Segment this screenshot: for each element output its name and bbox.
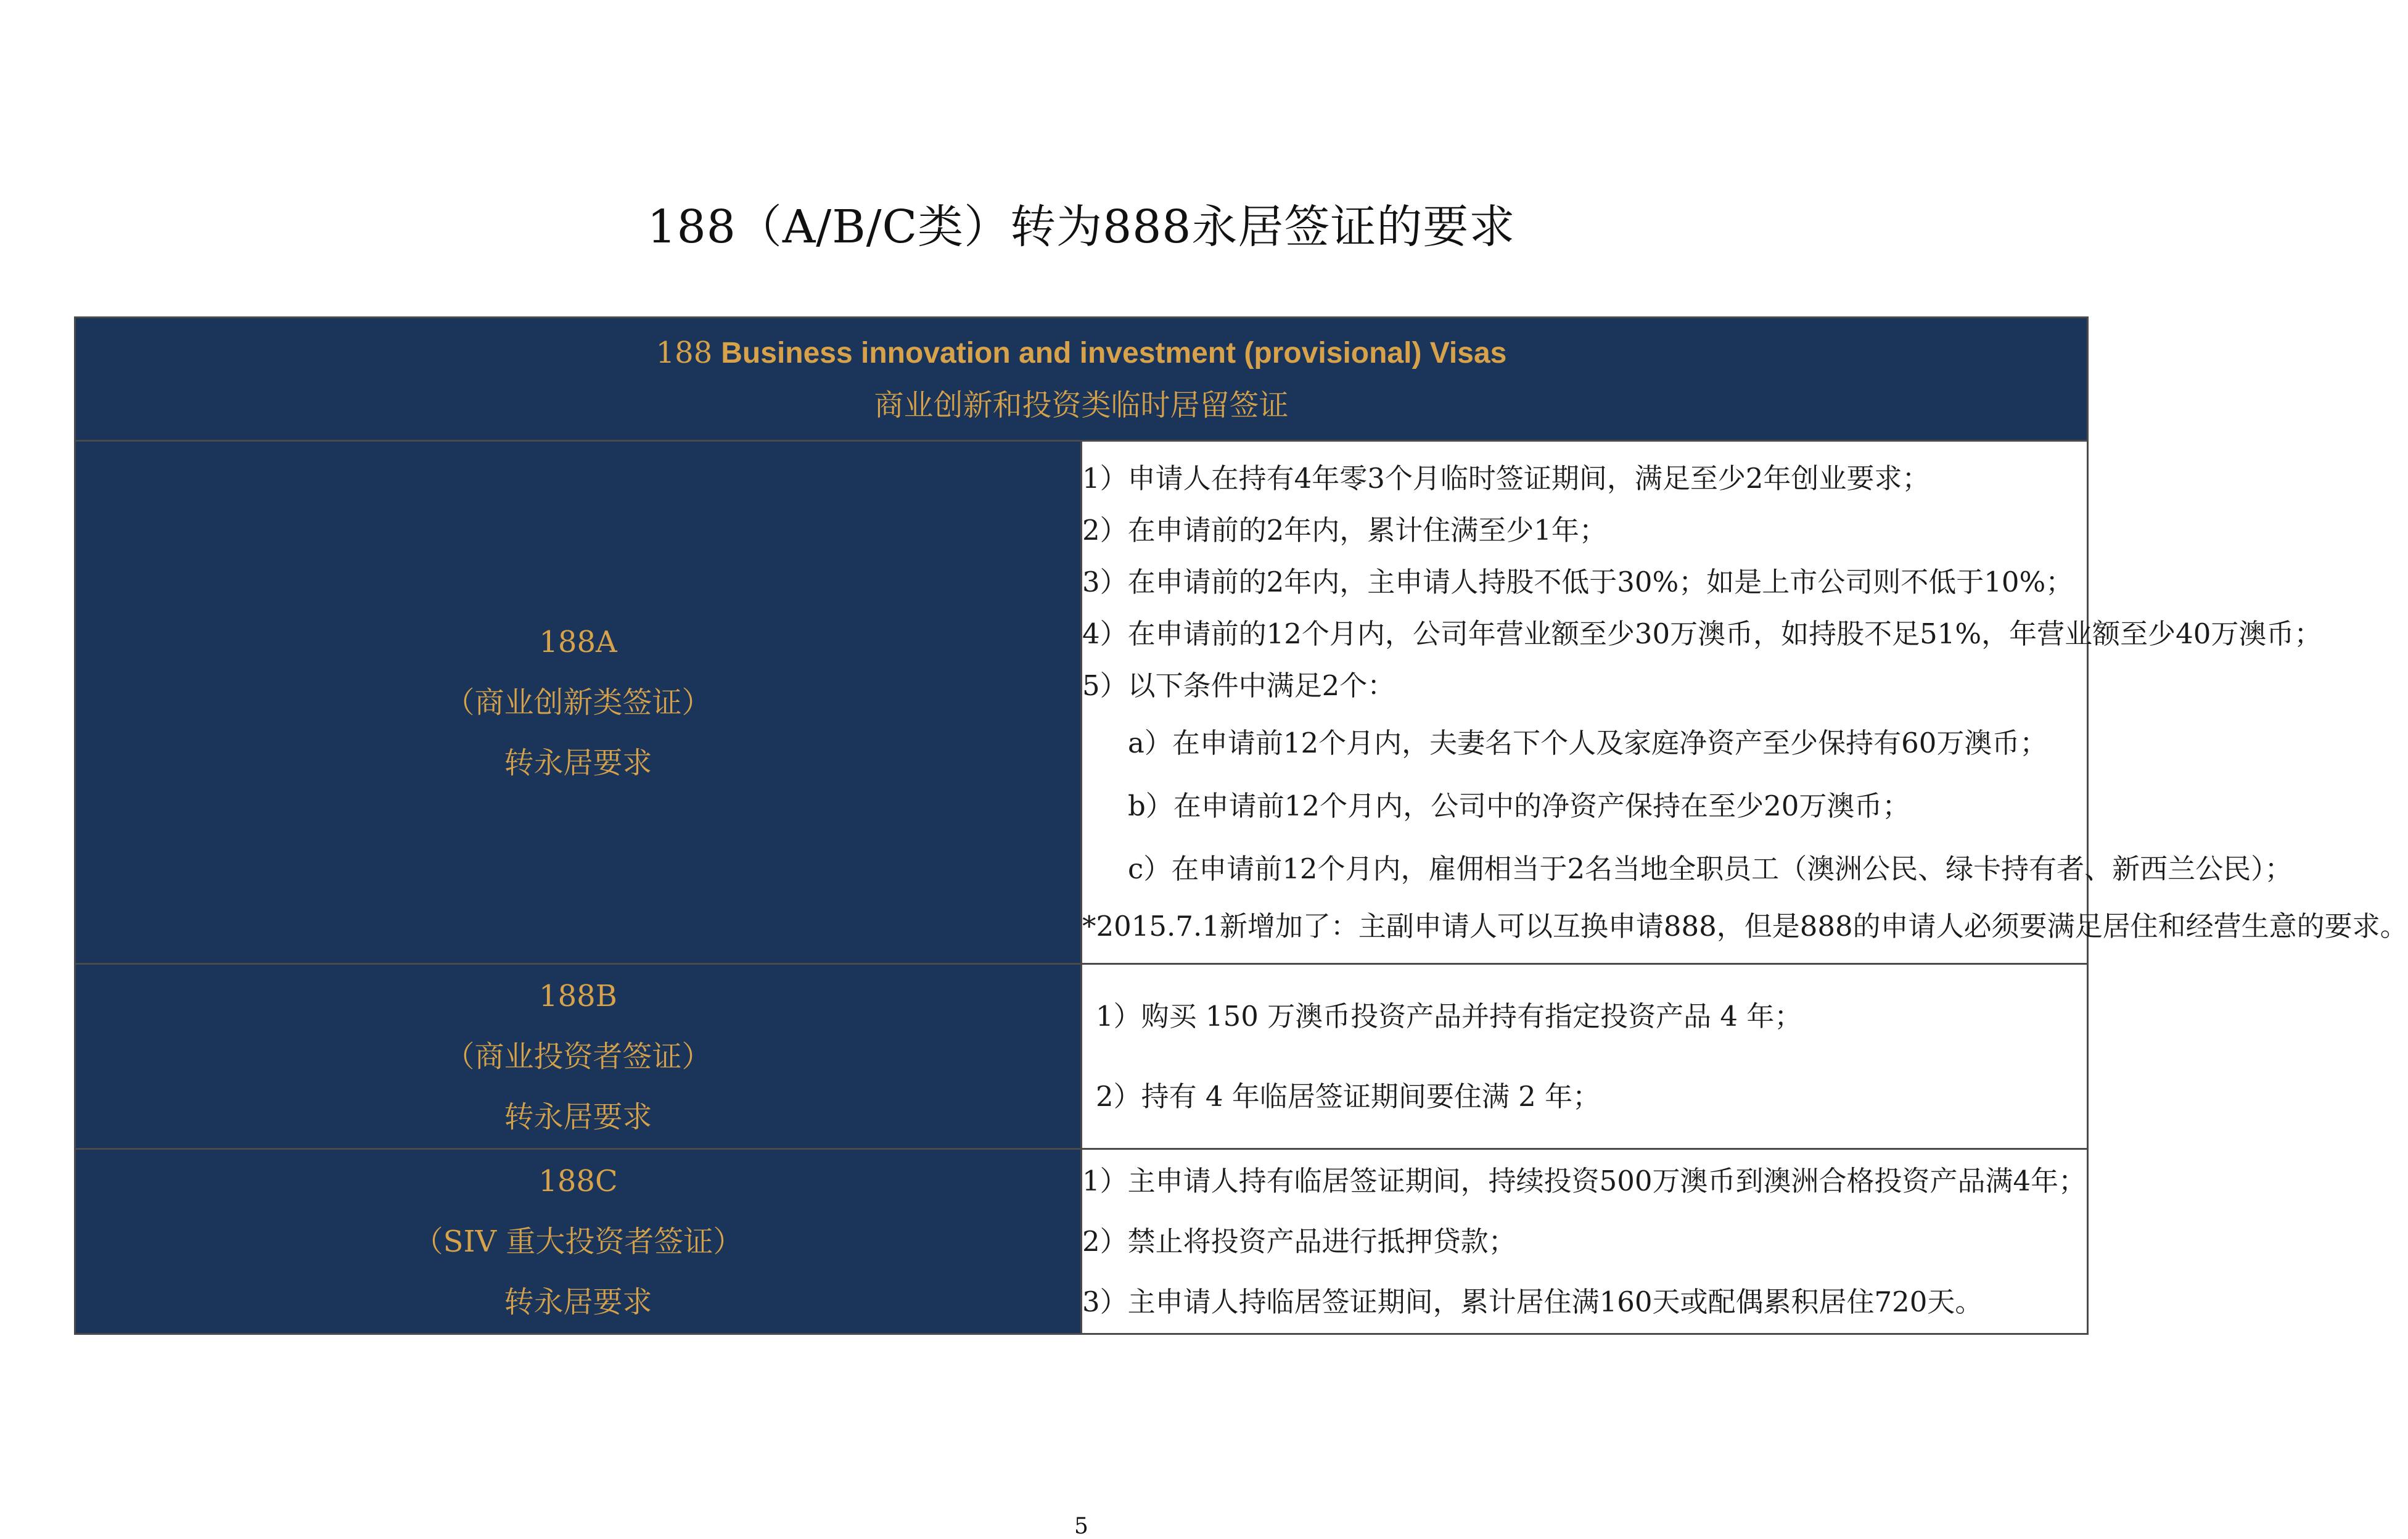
requirement-item: 2）持有 4 年临居签证期间要住满 2 年； xyxy=(1096,1079,1601,1113)
category-cell-188c xyxy=(75,1149,1082,1334)
category-name: （SIV 重大投资者签证） xyxy=(413,1224,743,1259)
page-number: 5 xyxy=(1074,1514,1088,1539)
row-188c xyxy=(75,1149,2088,1334)
banner-english-line xyxy=(76,327,2087,379)
requirement-item: 4）在申请前的12个月内，公司年营业额至少30万澳币，如持股不足51%，年营业额至少40万澳币； xyxy=(1082,617,2322,650)
requirement-item: 1）主申请人持有临居签证期间，持续投资500万澳币到澳洲合格投资产品满4年； xyxy=(1082,1164,2087,1197)
requirement-item: 2）在申请前的2年内，累计住满至少1年； xyxy=(1082,513,1607,547)
requirements-cell-188a xyxy=(1082,441,2408,964)
row-188a xyxy=(75,441,2088,964)
requirements-cell-188b xyxy=(1082,964,2088,1149)
category-code: 188A xyxy=(539,624,617,659)
requirement-item: 1）申请人在持有4年零3个月临时签证期间，满足至少2年创业要求； xyxy=(1082,461,1930,495)
category-requirement-label: 转永居要求 xyxy=(504,1284,652,1319)
requirement-sub-item: b）在申请前12个月内，公司中的净资产保持在至少20万澳币； xyxy=(1128,789,1910,822)
category-code: 188B xyxy=(539,978,617,1013)
visa-banner xyxy=(75,318,2088,441)
category-cell-188b xyxy=(75,964,1082,1149)
requirements-cell-188c xyxy=(1082,1149,2088,1334)
requirement-note: *2015.7.1新增加了：主副申请人可以互换申请888，但是888的申请人必须要满足居住和经营生意的要求。 xyxy=(1082,909,2408,943)
category-code: 188C xyxy=(538,1163,618,1199)
requirement-item: 3）在申请前的2年内，主申请人持股不低于30%；如是上市公司则不低于10%； xyxy=(1082,565,2074,598)
visa-requirements-table xyxy=(74,316,2408,1335)
banner-english-title: Business innovation and investment (provisional) Visas xyxy=(721,337,1507,369)
category-name: （商业投资者签证） xyxy=(445,1039,712,1074)
banner-row xyxy=(75,318,2088,441)
category-cell-188a xyxy=(75,441,1082,964)
category-requirement-label: 转永居要求 xyxy=(504,745,652,780)
row-188b xyxy=(75,964,2088,1149)
banner-chinese-title: 商业创新和投资类临时居留签证 xyxy=(874,388,1289,423)
requirement-sub-item: a）在申请前12个月内，夫妻名下个人及家庭净资产至少保持有60万澳币； xyxy=(1128,726,2048,759)
category-requirement-label: 转永居要求 xyxy=(504,1099,652,1134)
requirement-item: 2）禁止将投资产品进行抵押贷款； xyxy=(1082,1224,1516,1258)
category-name: （商业创新类签证） xyxy=(445,685,712,720)
banner-visa-number: 188 xyxy=(655,336,713,370)
page-title: 188（A/B/C类）转为888永居签证的要求 xyxy=(647,200,1516,254)
requirement-item: 5）以下条件中满足2个： xyxy=(1082,669,1395,702)
requirement-item: 1）购买 150 万澳币投资产品并持有指定投资产品 4 年； xyxy=(1096,999,1802,1033)
requirement-sub-item: c）在申请前12个月内，雇佣相当于2名当地全职员工（澳洲公民、绿卡持有者、新西兰公民）； xyxy=(1128,852,2293,885)
requirement-item: 3）主申请人持临居签证期间，累计居住满160天或配偶累积居住720天。 xyxy=(1082,1285,1983,1318)
